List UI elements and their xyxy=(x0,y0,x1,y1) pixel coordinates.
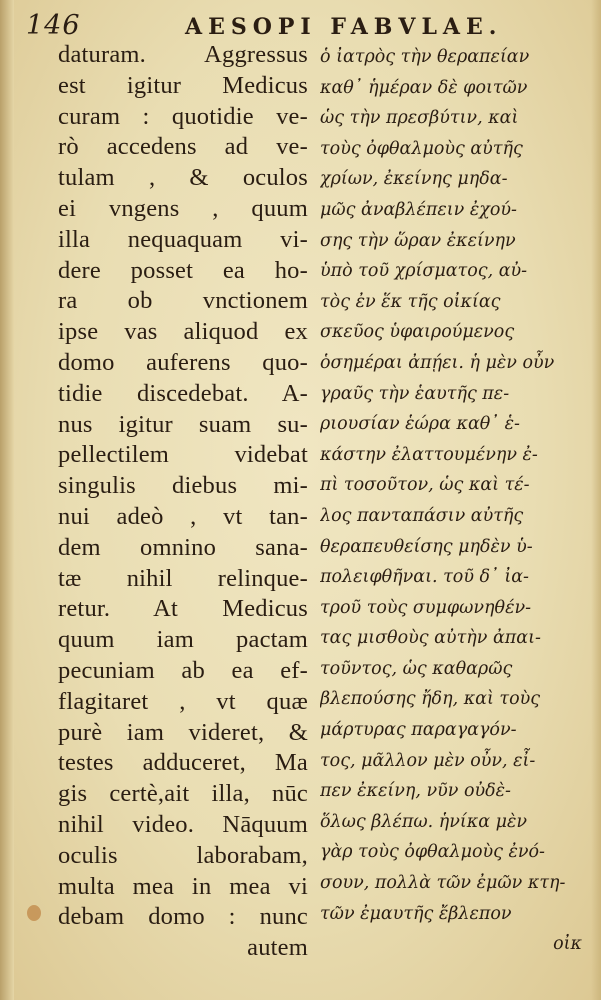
latin-line: tidie discedebat. A- xyxy=(58,379,308,407)
greek-line: ὡς τὴν πρεσβύτιν, καὶ xyxy=(320,108,519,129)
greek-line: σουν, πολλὰ τῶν ἐμῶν κτη- xyxy=(320,873,566,894)
ink-stain xyxy=(27,905,41,921)
greek-line: μῶς ἀναβλέπειν ἐχού- xyxy=(320,199,517,220)
latin-line: retur. At Medicus xyxy=(58,595,308,623)
latin-line: flagitaret , vt quæ xyxy=(58,687,308,715)
latin-line: ipse vas aliquod ex xyxy=(58,318,308,346)
greek-line: σκεῦος ὑφαιρούμενος xyxy=(320,322,515,343)
greek-line: βλεπούσης ἤδη, καὶ τοὺς xyxy=(320,689,541,710)
latin-line: oculis laborabam, xyxy=(58,841,308,869)
greek-line: τος, μᾶλλον μὲν οὖν, εἶ- xyxy=(320,750,536,771)
greek-line: ὑπὸ τοῦ χρίσματος, αὐ- xyxy=(320,261,528,282)
latin-line: autem xyxy=(247,934,308,962)
greek-line: ὁ ἰατρὸς τὴν θεραπείαν xyxy=(320,47,530,67)
latin-line: tæ nihil relinque- xyxy=(58,564,308,592)
greek-line: θεραπευθείσης μηδὲν ὑ- xyxy=(320,536,533,557)
greek-line: γραῦς τὴν ἑαυτῆς πε- xyxy=(320,383,510,404)
latin-line: ra ob vnctionem xyxy=(58,287,308,315)
latin-line: est igitur Medicus xyxy=(58,71,308,99)
greek-line: χρίων, ἐκείνης μηδα- xyxy=(320,169,508,190)
greek-line: πολειφθῆναι. τοῦ δ᾽ ἰα- xyxy=(320,567,529,588)
greek-line: τροῦ τοὺς συμφωνηθέν- xyxy=(320,597,532,618)
greek-line: καθ᾽ ἡμέραν δὲ φοιτῶν xyxy=(320,77,528,98)
greek-line: λος πανταπάσιν αὐτῆς xyxy=(320,505,524,526)
greek-line: τοῦντος, ὡς καθαρῶς xyxy=(320,658,513,679)
latin-line: domo auferens quo- xyxy=(58,348,308,376)
greek-line: μάρτυρας παραγαγόν- xyxy=(320,720,517,741)
greek-line: πὶ τοσοῦτον, ὡς καὶ τέ- xyxy=(320,475,530,496)
latin-line: dem omnino sana- xyxy=(58,533,308,561)
latin-line: testes adduceret, Ma xyxy=(58,749,308,777)
greek-line: ὁσημέραι ἀπῄει. ἡ μὲν οὖν xyxy=(320,352,555,373)
greek-line: πεν ἐκείνη, νῦν οὐδὲ- xyxy=(320,781,511,802)
latin-line: quum iam pactam xyxy=(58,626,308,654)
latin-line: tulam , & oculos xyxy=(58,164,308,192)
greek-line: κάστην ἐλαττουμένην ἐ- xyxy=(320,444,538,465)
latin-line: purè iam videret, & xyxy=(58,718,308,746)
page-number: 146 xyxy=(26,10,81,41)
greek-line: οἰκ xyxy=(553,934,582,955)
latin-line: curam : quotidie ve- xyxy=(58,102,308,130)
greek-line: τας μισθοὺς αὐτὴν ἀπαι- xyxy=(320,628,541,649)
latin-line: ei vngens , quum xyxy=(58,194,308,222)
latin-line: pellectilem videbat xyxy=(58,441,308,469)
latin-line: dere posset ea ho- xyxy=(58,256,308,284)
latin-line: multa mea in mea vi xyxy=(58,872,308,900)
greek-line: ὅλως βλέπω. ἡνίκα μὲν xyxy=(320,811,528,832)
latin-line: gis certè,ait illa, nūc xyxy=(58,780,308,808)
running-title: AESOPI FABVLAE. xyxy=(185,14,503,40)
latin-line: daturam. Aggressus xyxy=(58,41,308,68)
latin-line: nui adeò , vt tan- xyxy=(58,502,308,530)
latin-line: nus igitur suam su- xyxy=(58,410,308,438)
greek-line: τὸς ἐν ἕκ τῆς οἰκίας xyxy=(320,291,501,312)
latin-line: pecuniam ab ea ef- xyxy=(58,656,308,684)
greek-text-column xyxy=(320,42,582,960)
page-header xyxy=(20,8,590,44)
latin-line: singulis diebus mi- xyxy=(58,472,308,500)
greek-line: τοὺς ὀφθαλμοὺς αὐτῆς xyxy=(320,138,523,159)
greek-line: ριουσίαν ἑώρα καθ᾽ ἑ- xyxy=(320,414,520,435)
page-edge-shadow xyxy=(591,0,601,1000)
latin-line: illa nequaquam vi- xyxy=(58,225,308,253)
greek-line: σης τὴν ὥραν ἐκείνην xyxy=(320,230,516,251)
latin-line: rò accedens ad ve- xyxy=(58,133,308,161)
greek-line: γὰρ τοὺς ὀφθαλμοὺς ἐνό- xyxy=(320,842,545,863)
greek-line: τῶν ἐμαυτῆς ἔβλεπον xyxy=(320,903,512,924)
latin-text-column xyxy=(58,40,308,964)
latin-line: debam domo : nunc xyxy=(58,903,308,931)
page-gutter xyxy=(0,0,14,1000)
latin-line: nihil video. Nāquum xyxy=(58,810,308,838)
